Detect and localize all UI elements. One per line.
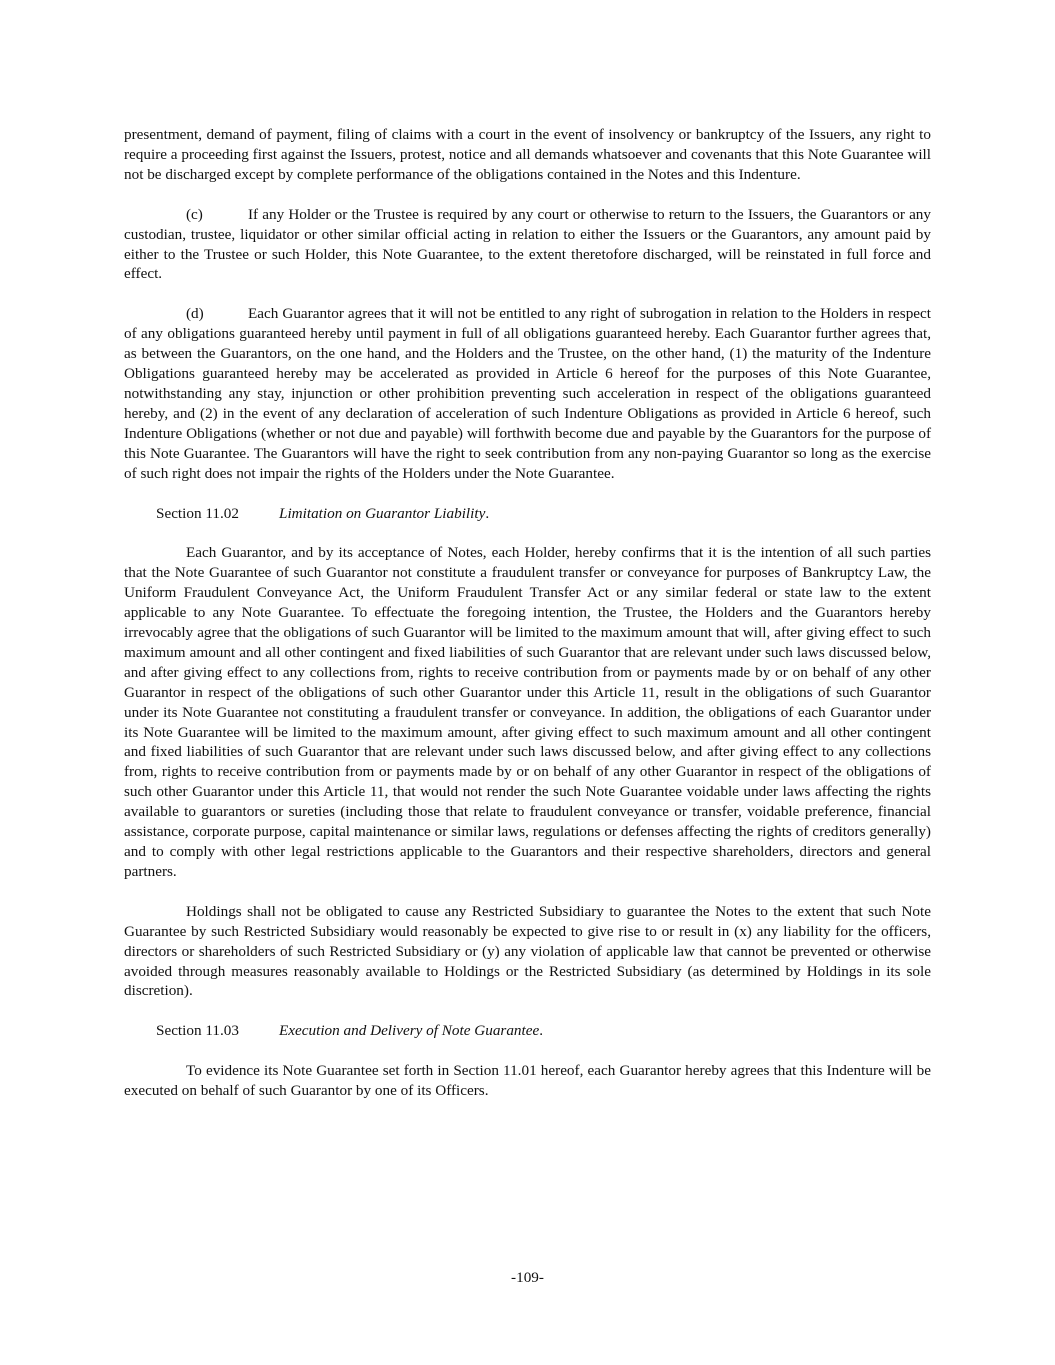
page-number: -109- <box>511 1269 544 1286</box>
section-11-03-title: Execution and Delivery of Note Guarantee <box>279 1022 540 1040</box>
paragraph-c <box>124 205 931 285</box>
section-11-03-heading <box>124 1021 931 1041</box>
paragraph-c-text: If any Holder or the Trustee is required by any court or otherwise to return to the Issuers, the Guarantors or any custodian, trustee, liquidator or other similar official acting in relation to either the Issuers or the Guarantors, any amount paid by either to the Trustee or such Holder, this Note Guarantee, to the extent theretofore discharged, will be reinstated in full force and effect. <box>124 205 931 283</box>
section-11-03-body: To evidence its Note Guarantee set forth in Section 11.01 hereof, each Guarantor hereby agrees that this Indenture will be executed on behalf of such Guarantor by one of its Officers. <box>124 1062 931 1100</box>
section-11-02-number: Section 11.02 <box>156 504 239 522</box>
section-11-02-period: . <box>485 504 490 522</box>
section-11-02-title: Limitation on Guarantor Liability <box>279 504 486 522</box>
paragraph-d-label: (d) <box>186 305 204 323</box>
section-11-03-number: Section 11.03 <box>156 1022 239 1040</box>
paragraph-c-label: (c) <box>186 205 203 223</box>
section-11-03-period: . <box>539 1022 544 1040</box>
paragraph-continuation: presentment, demand of payment, filing of claims with a court in the event of insolvency or bankruptcy of the Issuers, any right to require a proceeding first against the Issuers, protest, notice and all demands whatsoever and covenants that this Note Guarantee will not be discharged except by complete performance of the obligations contained in the Notes and this Indenture. <box>124 126 931 183</box>
section-11-02-heading <box>124 504 931 524</box>
document-page <box>124 125 931 1121</box>
paragraph-d <box>124 304 931 483</box>
paragraph-d-text: Each Guarantor agrees that it will not be entitled to any right of subrogation in relation to the Holders in respect of any obligations guaranteed hereby until payment in full of all obligations guaranteed hereby. Each Guarantor further agrees that, as between the Guarantors, on the one hand, and the Holders and the Trustee, on the other hand, (1) the maturity of the Indenture Obligations guaranteed hereby may be accelerated as provided in Article 6 hereof for the purposes of this Note Guarantee, notwithstanding any stay, injunction or other prohibition preventing such acceleration in respect of the obligations guaranteed hereby, and (2) in the event of any declaration of acceleration of such Indenture Obligations as provided in Article 6 hereof, such Indenture Obligations (whether or not due and payable) will forthwith become due and payable by the Guarantors for the purpose of this Note Guarantee. The Guarantors will have the right to seek contribution from any non-paying Guarantor so long as the exercise of such right does not impair the rights of the Holders under the Note Guarantee. <box>124 305 931 482</box>
paragraph-holdings: Holdings shall not be obligated to cause any Restricted Subsidiary to guarantee the Notes to the extent that such Note Guarantee by such Restricted Subsidiary would reasonably be expected to give rise to or result in (x) any liability for the officers, directors or shareholders of such Restricted Subsidiary or (y) any violation of applicable law that cannot be prevented or otherwise avoided through measures reasonably available to Holdings or the Restricted Subsidiary (as determined by Holdings in its sole discretion). <box>124 902 931 1000</box>
section-11-02-body: Each Guarantor, and by its acceptance of Notes, each Holder, hereby confirms that it is the intention of all such parties that the Note Guarantee of such Guarantor not constitute a fraudulent transfer or conveyance for purposes of Bankruptcy Law, the Uniform Fraudulent Conveyance Act, the Uniform Fraudulent Transfer Act or any similar federal or state law to the extent applicable to any Note Guarantee. To effectuate the foregoing intention, the Trustee, the Holders and the Guarantors hereby irrevocably agree that the obligations of such Guarantor will be limited to the maximum amount that will, after giving effect to such maximum amount and all other contingent and fixed liabilities of such Guarantor that are relevant under such laws discussed below, and after giving effect to any collections from, rights to receive contribution from or payments made by or on behalf of any other Guarantor in respect of the obligations of such other Guarantor under this Article 11, result in the obligations of such Guarantor under its Note Guarantee not constituting a fraudulent transfer or conveyance. In addition, the obligations of each Guarantor under its Note Guarantee will be limited to the maximum amount, after giving effect to such maximum amount and all other contingent and fixed liabilities of such Guarantor that are relevant under such laws discussed below, and after giving effect to any collections from, rights to receive contribution from or payments made by or on behalf of any other Guarantor in respect of the obligations of such other Guarantor under this Article 11, that would not render the such Note Guarantee voidable under laws affecting the rights available to guarantors or sureties (including those that relate to fraudulent conveyance or transfer, voidable preference, financial assistance, corporate purpose, capital maintenance or similar laws, regulations or defenses affecting the rights of creditors generally) and to comply with other legal restrictions applicable to the Guarantors and their respective shareholders, directors and general partners. <box>124 544 931 880</box>
